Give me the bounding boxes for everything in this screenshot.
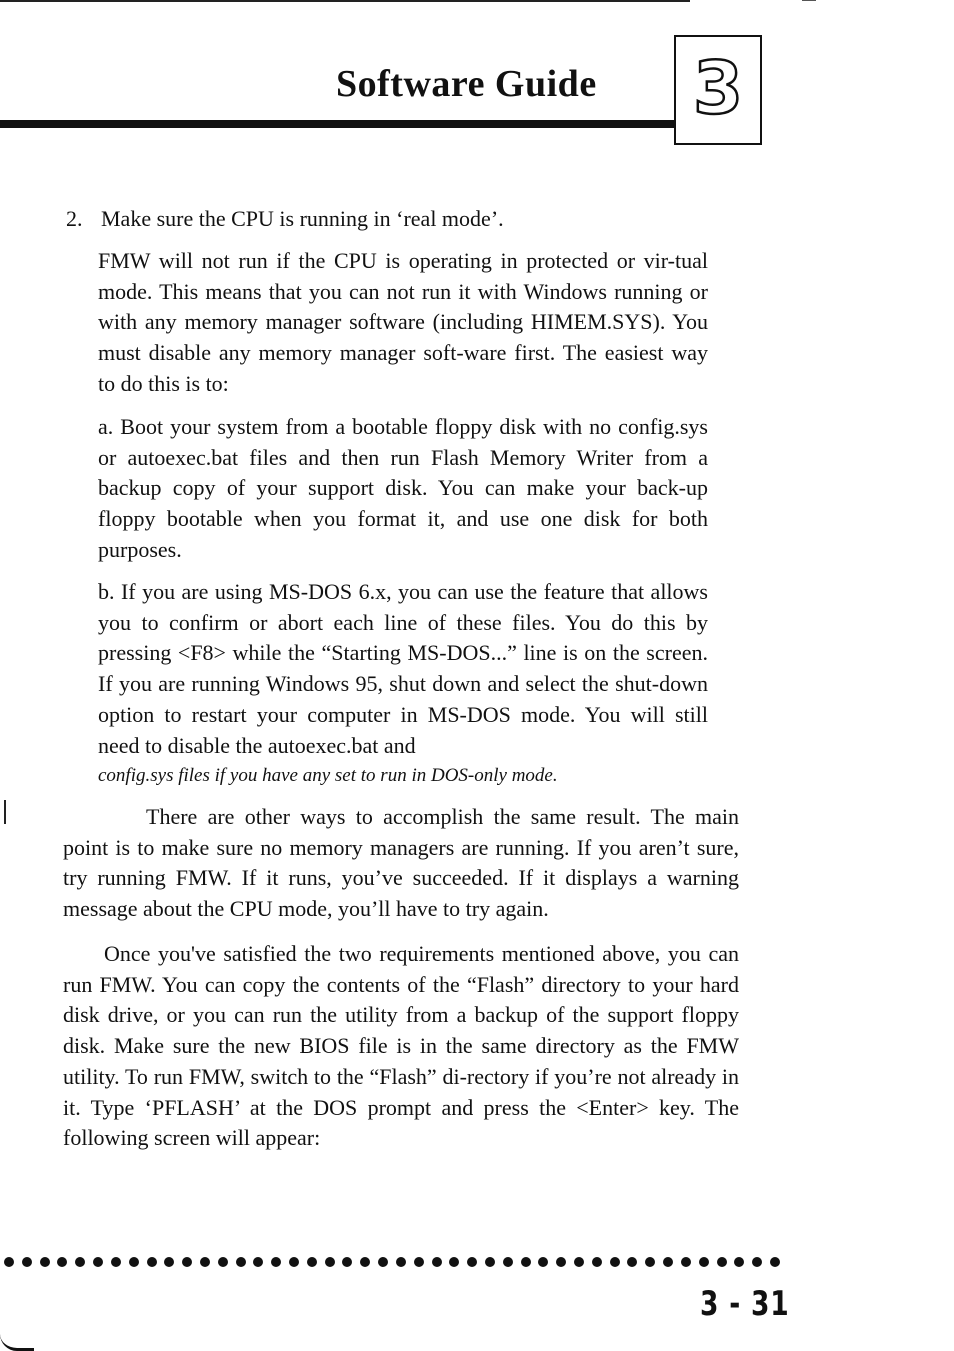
footer-dot (4, 1257, 14, 1267)
footer-dot (111, 1257, 121, 1267)
footer-dot (93, 1257, 103, 1267)
footer-dot (485, 1257, 495, 1267)
footer-dot (22, 1257, 32, 1267)
footer-dot (699, 1257, 709, 1267)
footer-dot (307, 1257, 317, 1267)
step-number: 2. (66, 206, 83, 231)
paragraph-option-b: b. If you are using MS-DOS 6.x, you can use the feature that allows you to confirm or abort each line of these files. You do this by pressing <F8> while the “Starting MS-DOS...” line is on the screen. If you are running Windows 95, shut down and select the shut-down option to restart your computer in MS-DOS mode. You will still need to disable the autoexec.bat and (98, 579, 708, 758)
footer-dot (342, 1257, 352, 1267)
footer-dot (164, 1257, 174, 1267)
footer-dot (717, 1257, 727, 1267)
paragraph-option-a: a. Boot your system from a bootable floppy disk with no config.sys or autoexec.bat files and then run Flash Memory Writer from a backup copy of your support disk. You can make your back-up floppy bootable when you format it, and use one disk for both purposes. (98, 414, 708, 562)
footer-dot (75, 1257, 85, 1267)
footer-dot (521, 1257, 531, 1267)
footer-dot (182, 1257, 192, 1267)
footer-dot (610, 1257, 620, 1267)
footer-dot (556, 1257, 566, 1267)
step-heading: Make sure the CPU is running in ‘real mode’. (101, 206, 504, 231)
footer-dot (663, 1257, 673, 1267)
top-edge-rule (0, 0, 690, 2)
footer-dot (271, 1257, 281, 1267)
top-edge-mark (802, 0, 816, 1)
corner-mark (0, 1334, 34, 1351)
footer-dot (378, 1257, 388, 1267)
paragraph-other-ways: There are other ways to accomplish the same result. The main point is to make sure no memory managers are running. If you aren’t sure, try running FMW. If it runs, you’ve succeeded. If it displays a warning message about the CPU mode, you’ll have to try again. (63, 804, 739, 922)
margin-mark (4, 800, 6, 824)
footer-dot (253, 1257, 263, 1267)
footer-dot (503, 1257, 513, 1267)
paragraph-option-b-last-line: config.sys files if you have any set to run in DOS-only mode. (98, 765, 558, 787)
footer-dot (396, 1257, 406, 1267)
chapter-number: 3 (692, 46, 744, 130)
footer-dot (129, 1257, 139, 1267)
footer-dot (467, 1257, 477, 1267)
footer-dot (752, 1257, 762, 1267)
footer-dot (592, 1257, 602, 1267)
footer-dot (414, 1257, 424, 1267)
footer-dot (236, 1257, 246, 1267)
footer-dot (681, 1257, 691, 1267)
footer-dot (574, 1257, 584, 1267)
footer-dot (538, 1257, 548, 1267)
paragraph-real-mode: FMW will not run if the CPU is operating in protected or vir-tual mode. This means that you can not run it with Windows running or with any memory manager software (including HIMEM.SYS). You must disable any memory manager soft-ware first. The easiest way to do this is to: (98, 248, 708, 396)
footer-dot (627, 1257, 637, 1267)
page-number: 3 - 31 (700, 1284, 790, 1324)
footer-dot (734, 1257, 744, 1267)
footer-dot (147, 1257, 157, 1267)
footer-dot (325, 1257, 335, 1267)
footer-dot (289, 1257, 299, 1267)
chapter-title: Software Guide (336, 63, 597, 105)
footer-dot (40, 1257, 50, 1267)
paragraph-run-fmw: Once you've satisfied the two requirements mentioned above, you can run FMW. You can copy the contents of the “Flash” directory to your hard disk drive, or you can run the utility from a backup of the support floppy disk. Make sure the new BIOS file is in the same directory as the FMW utility. To run FMW, switch to the “Flash” di-rectory if you’re not already in it. Type ‘PFLASH’ at the DOS prompt and press the <Enter> key. The following screen will appear: (63, 941, 739, 1151)
footer-dot (449, 1257, 459, 1267)
footer-dot (432, 1257, 442, 1267)
footer-dot (360, 1257, 370, 1267)
footer-dot (218, 1257, 228, 1267)
header-rule (0, 120, 676, 128)
footer-dot (645, 1257, 655, 1267)
chapter-tab (674, 35, 762, 145)
dotted-footer-rule (0, 1255, 780, 1269)
footer-dot (770, 1257, 780, 1267)
footer-dot (57, 1257, 67, 1267)
footer-dot (200, 1257, 210, 1267)
paragraph-option-b-block (98, 577, 708, 791)
